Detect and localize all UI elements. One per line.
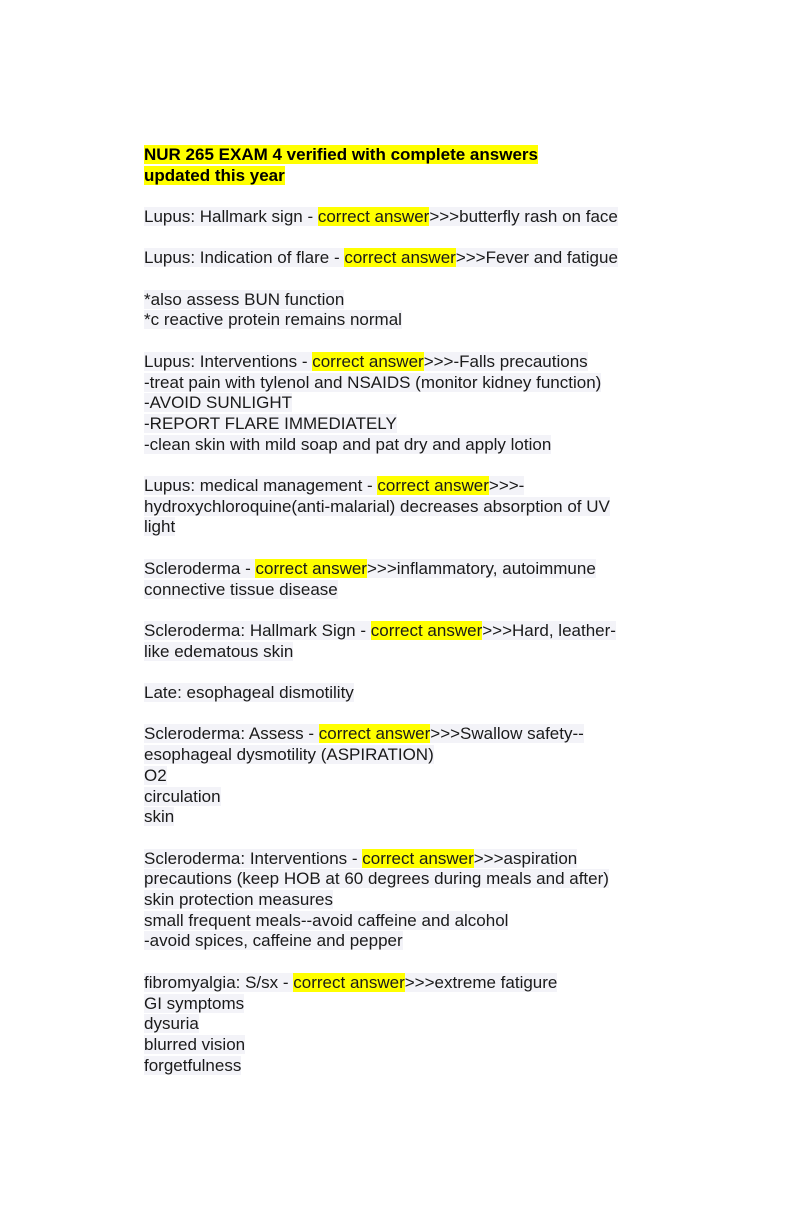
question-text: Lupus: Hallmark sign - <box>144 207 318 226</box>
question-text: Scleroderma: Interventions - <box>144 848 363 868</box>
question-text: Lupus: Interventions - <box>144 351 313 371</box>
note-block <box>144 683 664 704</box>
answer-line: -AVOID SUNLIGHT <box>144 393 292 413</box>
answer-line: GI symptoms <box>144 993 245 1013</box>
qa-entry <box>144 248 664 269</box>
qa-entry <box>144 352 664 456</box>
answer-text: >>>Hard, leather- <box>482 620 616 640</box>
qa-entry <box>144 973 664 1077</box>
answer-line: skin <box>144 807 175 827</box>
note-line: *also assess BUN function <box>144 289 345 309</box>
answer-line: esophageal dysmotility (ASPIRATION) <box>144 745 434 765</box>
answer-line: O2 <box>144 765 167 785</box>
answer-line: precautions (keep HOB at 60 degrees during meals and after) <box>144 869 609 889</box>
answer-text: >>>Swallow safety-- <box>430 724 584 744</box>
answer-marker: correct answer <box>377 476 489 496</box>
answer-marker: correct answer <box>344 248 456 268</box>
question-text: Lupus: medical management - <box>144 476 378 496</box>
document-title <box>144 145 664 186</box>
answer-line: blurred vision <box>144 1034 246 1054</box>
answer-marker: correct answer <box>312 351 424 371</box>
qa-entry <box>144 207 664 228</box>
answer-line: small frequent meals--avoid caffeine and alcohol <box>144 910 509 930</box>
title-line-1: NUR 265 EXAM 4 verified with complete answers <box>144 145 538 164</box>
answer-text: >>>Fever and fatigue <box>455 248 618 268</box>
answer-marker: correct answer <box>370 620 483 640</box>
answer-text: >>>-Falls precautions <box>423 351 588 371</box>
answer-line: -avoid spices, caffeine and pepper <box>144 931 403 951</box>
answer-line: forgetfulness <box>144 1055 242 1075</box>
title-line-2: updated this year <box>144 165 285 185</box>
answer-marker: correct answer <box>293 972 405 992</box>
note-line: *c reactive protein remains normal <box>144 310 402 330</box>
answer-marker: correct answer <box>255 558 367 578</box>
answer-line: connective tissue disease <box>144 579 338 599</box>
note-block <box>144 290 664 331</box>
answer-line: -treat pain with tylenol and NSAIDS (monitor kidney function) <box>144 372 602 392</box>
answer-line: light <box>144 517 176 537</box>
answer-marker: correct answer <box>362 848 474 868</box>
answer-line: -clean skin with mild soap and pat dry and apply lotion <box>144 434 552 454</box>
question-text: Lupus: Indication of flare - <box>144 248 345 268</box>
qa-entry <box>144 476 664 538</box>
document-page <box>144 145 664 1097</box>
note-line: Late: esophageal dismotility <box>144 683 354 703</box>
question-text: Scleroderma: Assess - <box>144 724 319 744</box>
answer-marker: correct answer <box>318 724 431 744</box>
answer-text: >>>- <box>488 476 525 496</box>
question-text: Scleroderma - <box>144 558 256 578</box>
answer-text: >>>aspiration <box>473 848 578 868</box>
answer-line: circulation <box>144 786 221 806</box>
qa-entry <box>144 559 664 600</box>
answer-line: like edematous skin <box>144 641 294 661</box>
qa-entry <box>144 621 664 662</box>
answer-text: >>>inflammatory, autoimmune <box>366 558 596 578</box>
answer-line: dysuria <box>144 1014 199 1034</box>
answer-marker: correct answer <box>317 207 430 226</box>
answer-text: >>>butterfly rash on face <box>429 207 618 226</box>
qa-entry <box>144 849 664 953</box>
answer-line: hydroxychloroquine(anti-malarial) decreases absorption of UV <box>144 496 610 516</box>
answer-line: -REPORT FLARE IMMEDIATELY <box>144 413 397 433</box>
answer-line: skin protection measures <box>144 890 333 910</box>
question-text: fibromyalgia: S/sx - <box>144 972 294 992</box>
qa-entry <box>144 724 664 828</box>
question-text: Scleroderma: Hallmark Sign - <box>144 620 371 640</box>
answer-text: >>>extreme fatigure <box>404 972 558 992</box>
